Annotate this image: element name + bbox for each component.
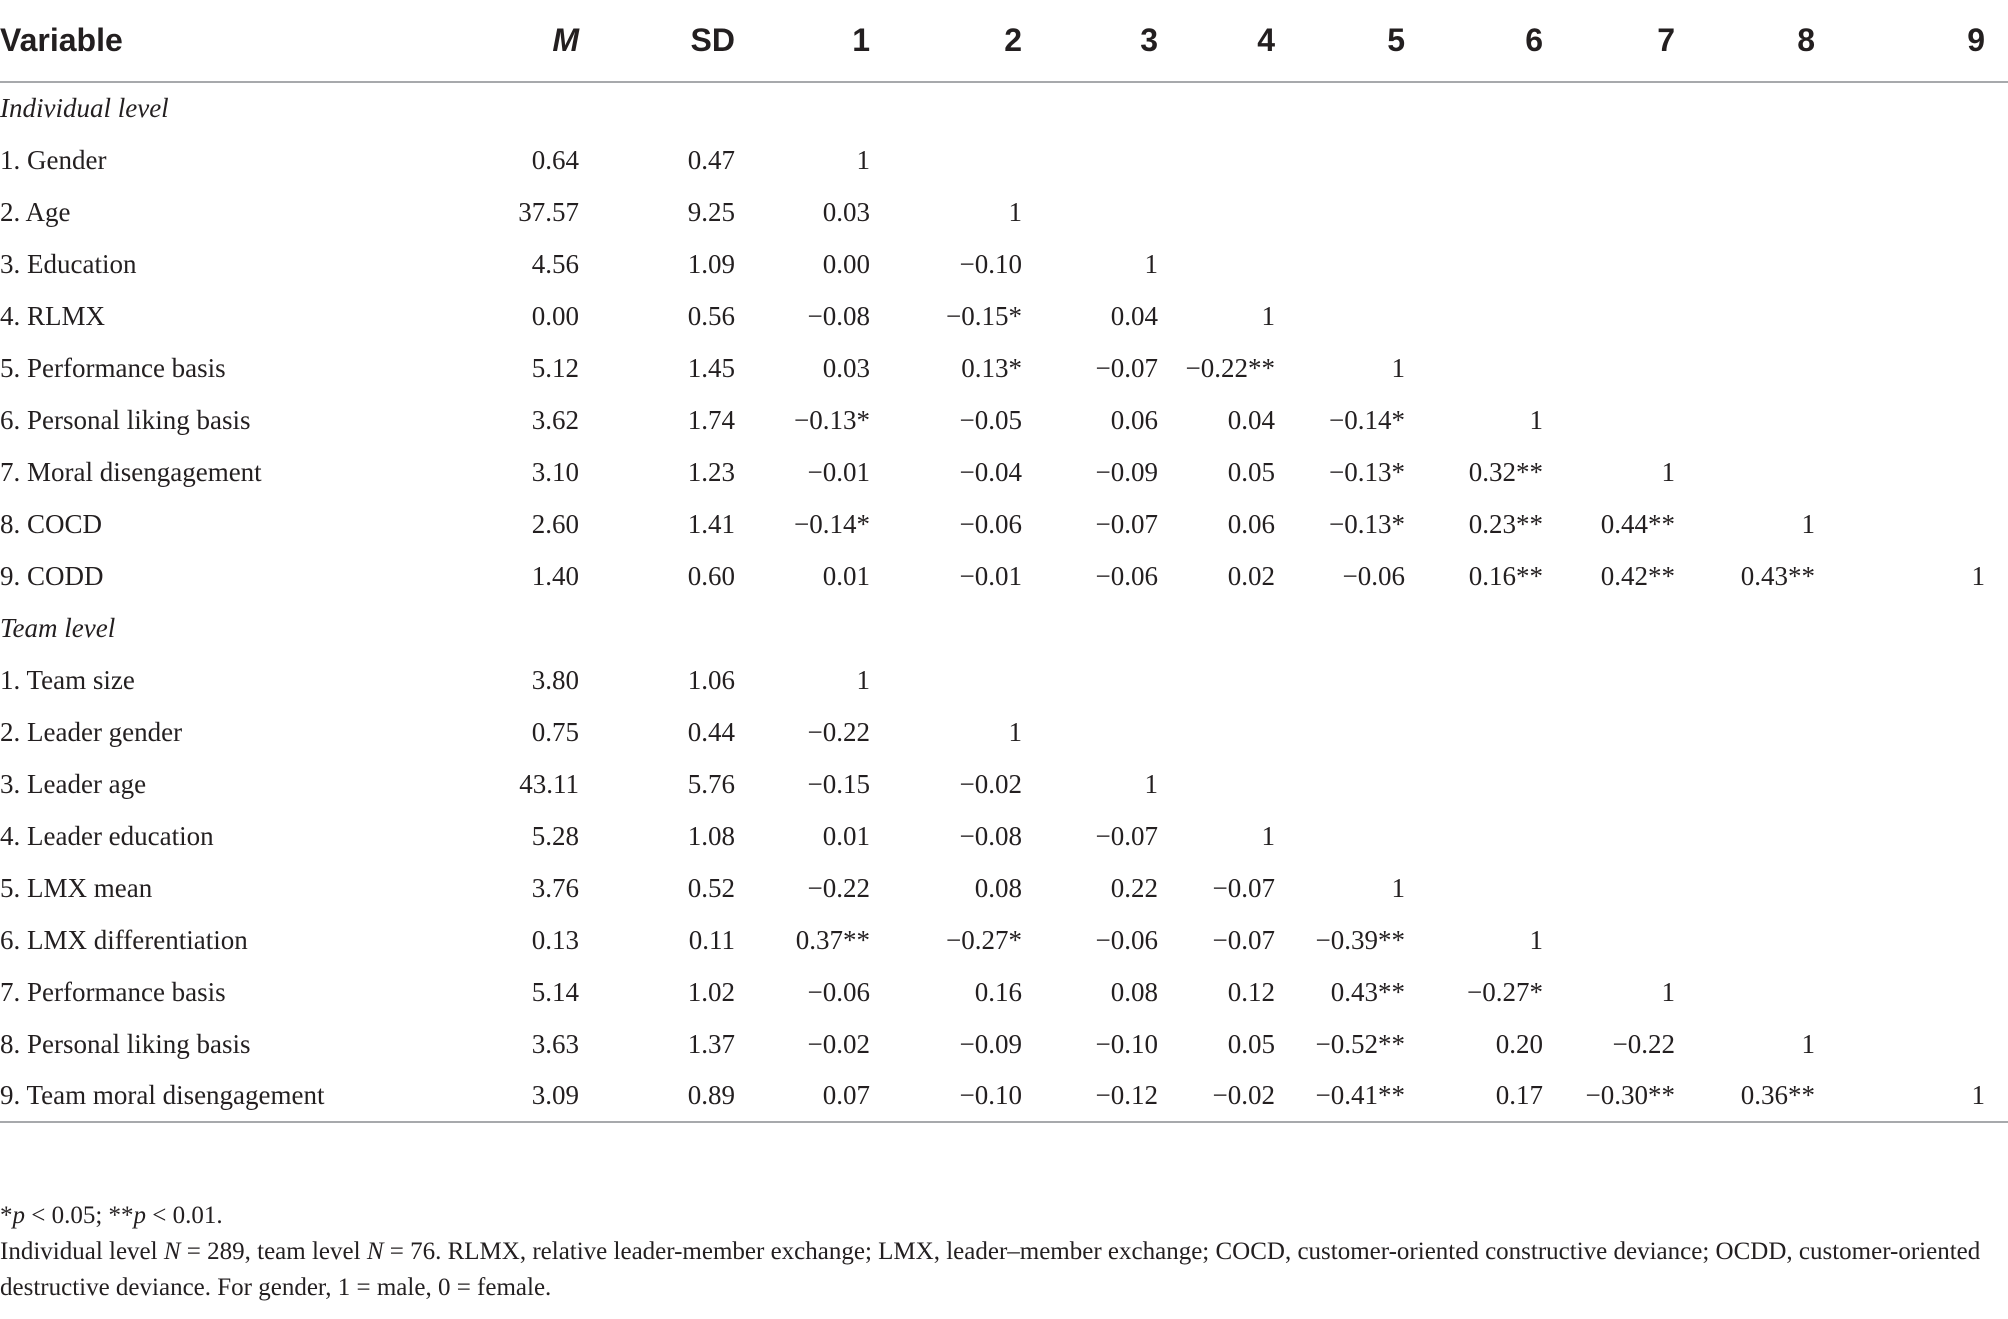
correlation-cell	[1725, 966, 1855, 1018]
correlation-cell	[1855, 966, 2008, 1018]
correlation-cell: 0.17	[1445, 1070, 1585, 1122]
correlation-cell	[1855, 706, 2008, 758]
mean-cell: 3.62	[531, 404, 579, 435]
table-row	[0, 810, 2008, 862]
correlation-cell: 0.22	[1110, 872, 1158, 903]
mean-cell: 3.09	[470, 1070, 585, 1122]
correlation-cell: 0.16	[974, 976, 1022, 1007]
header-variable: Variable	[0, 0, 470, 82]
correlation-cell: −0.02	[959, 768, 1022, 799]
correlation-cell	[1855, 446, 2008, 498]
correlation-cell: 1	[1801, 1028, 1815, 1059]
correlation-cell: −0.27*	[1467, 976, 1543, 1007]
correlation-cell: 1	[1144, 248, 1158, 279]
correlation-cell: −0.52**	[1315, 1028, 1405, 1059]
correlation-cell	[1445, 290, 1585, 342]
correlation-cell: −0.15*	[946, 300, 1022, 331]
correlation-cell	[1310, 810, 1445, 862]
correlation-cell: 0.02	[1227, 560, 1275, 591]
correlation-cell	[1855, 394, 2008, 446]
sd-cell: 0.11	[688, 924, 735, 955]
note-text-b: = 289, team level	[180, 1238, 367, 1265]
sd-cell: 9.25	[687, 196, 735, 227]
correlation-cell	[1585, 914, 1725, 966]
header-col-9: 9	[1855, 0, 2008, 82]
correlation-cell: −0.08	[959, 820, 1022, 851]
correlation-cell: 0.00	[822, 248, 870, 279]
row-label: 7. Performance basis	[0, 976, 226, 1007]
row-label: 9. CODD	[0, 560, 104, 591]
mean-cell: 3.10	[531, 456, 579, 487]
correlation-cell	[1855, 186, 2008, 238]
mean-cell: 5.14	[531, 976, 579, 1007]
correlation-cell	[1170, 654, 1310, 706]
correlation-cell: −0.10	[880, 1070, 1030, 1122]
correlation-cell: −0.06	[1342, 560, 1405, 591]
mean-cell: 3.76	[531, 872, 579, 903]
table-row	[0, 1070, 2008, 1122]
mean-cell: 5.12	[531, 352, 579, 383]
correlation-cell: −0.01	[959, 560, 1022, 591]
section-header-row	[0, 82, 2008, 134]
correlation-cell	[1310, 186, 1445, 238]
correlation-cell	[1855, 290, 2008, 342]
mean-cell: 3.80	[531, 664, 579, 695]
correlation-cell: 0.32**	[1468, 456, 1543, 487]
correlation-cell: 0.06	[1110, 404, 1158, 435]
correlation-cell: 0.36**	[1725, 1070, 1855, 1122]
table-row	[0, 1018, 2008, 1070]
sig-text-1: < 0.05; **	[25, 1202, 134, 1229]
row-label: 9. Team moral disengagement	[0, 1070, 470, 1122]
correlation-cell: 0.06	[1227, 508, 1275, 539]
header-col-4: 4	[1170, 0, 1310, 82]
sd-cell: 0.52	[687, 872, 735, 903]
correlation-cell: −0.10	[1095, 1028, 1158, 1059]
correlation-cell	[1170, 706, 1310, 758]
header-col-7: 7	[1585, 0, 1725, 82]
table-row	[0, 914, 2008, 966]
correlation-cell	[1585, 186, 1725, 238]
correlation-cell	[1445, 706, 1585, 758]
table-row	[0, 446, 2008, 498]
correlation-cell	[1030, 186, 1170, 238]
correlation-cell: 0.16**	[1468, 560, 1543, 591]
correlation-cell	[1725, 186, 1855, 238]
correlation-cell: −0.30**	[1585, 1070, 1725, 1122]
correlation-cell: 0.03	[822, 352, 870, 383]
correlation-cell: 1	[1855, 1070, 2008, 1122]
correlation-cell	[1170, 186, 1310, 238]
correlation-cell: 1	[1661, 456, 1675, 487]
correlation-cell: 0.07	[740, 1070, 880, 1122]
mean-cell: 43.11	[519, 768, 579, 799]
correlation-cell	[1445, 862, 1585, 914]
row-label: 2. Age	[0, 196, 71, 227]
correlation-cell: 1	[1008, 196, 1022, 227]
correlation-cell: 0.13*	[961, 352, 1022, 383]
correlation-cell	[1855, 810, 2008, 862]
correlation-cell	[1030, 134, 1170, 186]
sd-cell: 1.23	[687, 456, 735, 487]
correlation-cell: −0.06	[807, 976, 870, 1007]
correlation-cell	[1725, 810, 1855, 862]
table-body	[0, 82, 2008, 1122]
correlation-cell: 0.20	[1495, 1028, 1543, 1059]
correlation-cell: 1	[1144, 768, 1158, 799]
correlation-cell	[1585, 290, 1725, 342]
correlation-cell: 0.37**	[795, 924, 870, 955]
correlation-cell	[1725, 862, 1855, 914]
correlation-cell: 1	[1661, 976, 1675, 1007]
correlation-cell	[1855, 654, 2008, 706]
mean-cell: 37.57	[518, 196, 579, 227]
correlation-cell	[1585, 810, 1725, 862]
mean-cell: 2.60	[531, 508, 579, 539]
correlation-cell: −0.22	[807, 872, 870, 903]
mean-cell: 5.28	[531, 820, 579, 851]
table-row	[0, 550, 2008, 602]
header-col-6: 6	[1445, 0, 1585, 82]
mean-cell: 0.13	[531, 924, 579, 955]
correlation-cell: 0.12	[1227, 976, 1275, 1007]
row-label: 8. Personal liking basis	[0, 1028, 251, 1059]
correlation-cell: −0.07	[1095, 820, 1158, 851]
correlation-cell	[1170, 758, 1310, 810]
correlation-cell: −0.02	[807, 1028, 870, 1059]
sd-cell: 0.60	[687, 560, 735, 591]
correlation-cell	[1170, 238, 1310, 290]
correlation-cell: 0.43**	[1740, 560, 1815, 591]
table-row	[0, 342, 2008, 394]
correlation-cell: −0.04	[959, 456, 1022, 487]
correlation-cell: −0.08	[807, 300, 870, 331]
correlation-cell	[1585, 238, 1725, 290]
row-label: 3. Leader age	[0, 768, 147, 799]
row-label: 6. Personal liking basis	[0, 404, 251, 435]
correlation-cell: −0.14*	[794, 508, 870, 539]
row-label: 8. COCD	[0, 508, 103, 539]
correlation-cell	[1030, 654, 1170, 706]
correlation-cell	[1725, 134, 1855, 186]
correlation-cell	[1725, 446, 1855, 498]
correlation-cell: 1	[1529, 404, 1543, 435]
sd-cell: 0.89	[585, 1070, 740, 1122]
correlation-cell: −0.01	[807, 456, 870, 487]
sd-cell: 1.41	[687, 508, 735, 539]
correlation-cell	[1725, 394, 1855, 446]
correlation-cell: −0.10	[959, 248, 1022, 279]
row-label: 3. Education	[0, 248, 137, 279]
correlation-cell: −0.27*	[946, 924, 1022, 955]
sd-cell: 1.09	[687, 248, 735, 279]
correlation-cell	[1855, 862, 2008, 914]
correlation-cell: −0.14*	[1329, 404, 1405, 435]
correlation-cell: 0.01	[822, 560, 870, 591]
correlation-cell: 1	[1971, 560, 1985, 591]
correlation-cell: −0.06	[1095, 560, 1158, 591]
correlation-cell	[1725, 342, 1855, 394]
row-label: 5. Performance basis	[0, 352, 226, 383]
correlation-cell: 1	[1391, 352, 1405, 383]
correlation-cell	[1855, 758, 2008, 810]
correlation-cell: −0.07	[1095, 352, 1158, 383]
correlation-cell: 1	[1529, 924, 1543, 955]
correlation-cell: −0.39**	[1315, 924, 1405, 955]
correlation-cell	[1725, 238, 1855, 290]
correlation-cell: −0.07	[1212, 872, 1275, 903]
sd-cell: 1.08	[687, 820, 735, 851]
correlation-cell	[1445, 810, 1585, 862]
row-label: 4. RLMX	[0, 300, 106, 331]
table-row	[0, 290, 2008, 342]
header-mean: M	[470, 0, 585, 82]
correlation-cell: 0.04	[1227, 404, 1275, 435]
correlation-cell: −0.02	[1170, 1070, 1310, 1122]
p-symbol: p	[12, 1202, 25, 1229]
correlation-cell: 1	[1261, 820, 1275, 851]
row-label: 4. Leader education	[0, 820, 214, 851]
section-title: Team level	[0, 612, 116, 643]
mean-cell: 0.00	[531, 300, 579, 331]
correlation-cell	[1310, 238, 1445, 290]
correlation-cell	[1855, 342, 2008, 394]
correlation-cell: −0.09	[959, 1028, 1022, 1059]
sd-cell: 1.37	[687, 1028, 735, 1059]
table-row	[0, 134, 2008, 186]
sd-cell: 1.06	[687, 664, 735, 695]
table-row	[0, 862, 2008, 914]
correlation-cell: −0.05	[959, 404, 1022, 435]
correlation-cell: −0.13*	[794, 404, 870, 435]
header-col-2: 2	[880, 0, 1030, 82]
correlation-cell: −0.13*	[1329, 456, 1405, 487]
sd-cell: 5.76	[687, 768, 735, 799]
correlation-cell	[1855, 134, 2008, 186]
correlation-cell	[1585, 134, 1725, 186]
correlation-cell	[1855, 1018, 2008, 1070]
correlation-cell: −0.07	[1212, 924, 1275, 955]
correlation-cell	[880, 654, 1030, 706]
correlation-cell: 0.08	[974, 872, 1022, 903]
correlation-cell: −0.22**	[1185, 352, 1275, 383]
correlation-cell: −0.22	[807, 716, 870, 747]
mean-cell: 0.64	[531, 144, 579, 175]
correlation-cell: −0.13*	[1329, 508, 1405, 539]
correlation-cell	[880, 134, 1030, 186]
correlation-cell: 0.23**	[1468, 508, 1543, 539]
correlation-cell	[1585, 394, 1725, 446]
correlation-cell	[1855, 238, 2008, 290]
header-col-3: 3	[1030, 0, 1170, 82]
n-symbol: N	[163, 1238, 181, 1265]
correlation-cell	[1030, 706, 1170, 758]
correlation-cell: 1	[1008, 716, 1022, 747]
correlation-cell: 0.08	[1110, 976, 1158, 1007]
header-col-5: 5	[1310, 0, 1445, 82]
note-text-a: Individual level	[0, 1238, 164, 1265]
mean-cell: 0.75	[531, 716, 579, 747]
row-label: 6. LMX differentiation	[0, 924, 248, 955]
significance-note: *p < 0.05; **p < 0.01.	[0, 1202, 223, 1229]
section-title: Individual level	[0, 93, 169, 123]
table-row	[0, 654, 2008, 706]
row-label: 1. Team size	[0, 664, 135, 695]
header-col-8: 8	[1725, 0, 1855, 82]
correlation-cell	[1310, 290, 1445, 342]
sd-cell: 1.02	[687, 976, 735, 1007]
correlation-cell: 0.03	[822, 196, 870, 227]
correlation-cell: 0.01	[822, 820, 870, 851]
row-label: 5. LMX mean	[0, 872, 153, 903]
correlation-cell: 0.42**	[1600, 560, 1675, 591]
correlation-cell	[1310, 706, 1445, 758]
correlation-cell: −0.12	[1030, 1070, 1170, 1122]
correlation-cell: −0.09	[1095, 456, 1158, 487]
sd-cell: 1.74	[687, 404, 735, 435]
correlation-cell	[1445, 654, 1585, 706]
table-row	[0, 498, 2008, 550]
row-label: 7. Moral disengagement	[0, 456, 262, 487]
table-row	[0, 238, 2008, 290]
header-sd: SD	[585, 0, 740, 82]
sd-cell: 0.44	[687, 716, 735, 747]
correlation-cell	[1855, 914, 2008, 966]
table-row	[0, 966, 2008, 1018]
correlation-cell: 0.44**	[1600, 508, 1675, 539]
mean-cell: 3.63	[531, 1028, 579, 1059]
correlation-cell	[1585, 706, 1725, 758]
correlation-cell	[1170, 134, 1310, 186]
sig-text-2: < 0.01.	[146, 1202, 223, 1229]
correlation-cell: 0.04	[1110, 300, 1158, 331]
correlation-cell	[1585, 758, 1725, 810]
correlation-cell	[1585, 342, 1725, 394]
correlation-cell: −0.06	[959, 508, 1022, 539]
correlation-cell	[1445, 134, 1585, 186]
header-row	[0, 0, 2008, 82]
correlation-cell	[1725, 654, 1855, 706]
correlation-cell	[1445, 342, 1585, 394]
correlation-cell: −0.15	[807, 768, 870, 799]
table-row	[0, 186, 2008, 238]
correlation-cell: 1	[856, 664, 870, 695]
n-symbol: N	[366, 1238, 384, 1265]
note-text-c: = 76. RLMX, relative leader-member exchange; LMX, leader–member exchange; COCD, customer-oriented constructive deviance; OCDD, customer-oriented destructive deviance. For gender, 1 = male, 0 = female.	[0, 1238, 1981, 1301]
mean-cell: 4.56	[531, 248, 579, 279]
correlation-cell	[1725, 290, 1855, 342]
p-symbol: p	[133, 1202, 147, 1229]
correlation-cell	[1725, 758, 1855, 810]
correlation-cell: 1	[1261, 300, 1275, 331]
correlation-cell	[1310, 758, 1445, 810]
correlation-cell	[1585, 654, 1725, 706]
section-header-row	[0, 602, 2008, 654]
correlation-cell: 0.43**	[1330, 976, 1405, 1007]
correlation-cell	[1725, 914, 1855, 966]
table-notes	[0, 1198, 1990, 1306]
sd-cell: 0.56	[687, 300, 735, 331]
correlation-cell	[1310, 134, 1445, 186]
correlation-cell	[1445, 186, 1585, 238]
correlation-cell: −0.22	[1612, 1028, 1675, 1059]
row-label: 2. Leader gender	[0, 716, 183, 747]
table-row	[0, 758, 2008, 810]
mean-cell: 1.40	[531, 560, 579, 591]
correlation-cell: 1	[1391, 872, 1405, 903]
sd-cell: 1.45	[687, 352, 735, 383]
table-row	[0, 706, 2008, 758]
correlation-cell	[1445, 758, 1585, 810]
correlation-cell: 0.05	[1227, 456, 1275, 487]
correlation-cell: −0.07	[1095, 508, 1158, 539]
correlation-cell: −0.06	[1095, 924, 1158, 955]
correlation-cell	[1725, 706, 1855, 758]
correlation-cell	[1585, 862, 1725, 914]
row-label: 1. Gender	[0, 144, 107, 175]
correlation-cell: 0.05	[1227, 1028, 1275, 1059]
header-col-1: 1	[740, 0, 880, 82]
correlation-cell: 1	[1801, 508, 1815, 539]
correlation-cell: 1	[856, 144, 870, 175]
correlation-cell	[1310, 654, 1445, 706]
correlation-cell	[1855, 498, 2008, 550]
sd-cell: 0.47	[687, 144, 735, 175]
correlation-cell	[1445, 238, 1585, 290]
sample-note	[0, 1234, 1990, 1306]
correlation-cell: −0.41**	[1310, 1070, 1445, 1122]
table-row	[0, 394, 2008, 446]
